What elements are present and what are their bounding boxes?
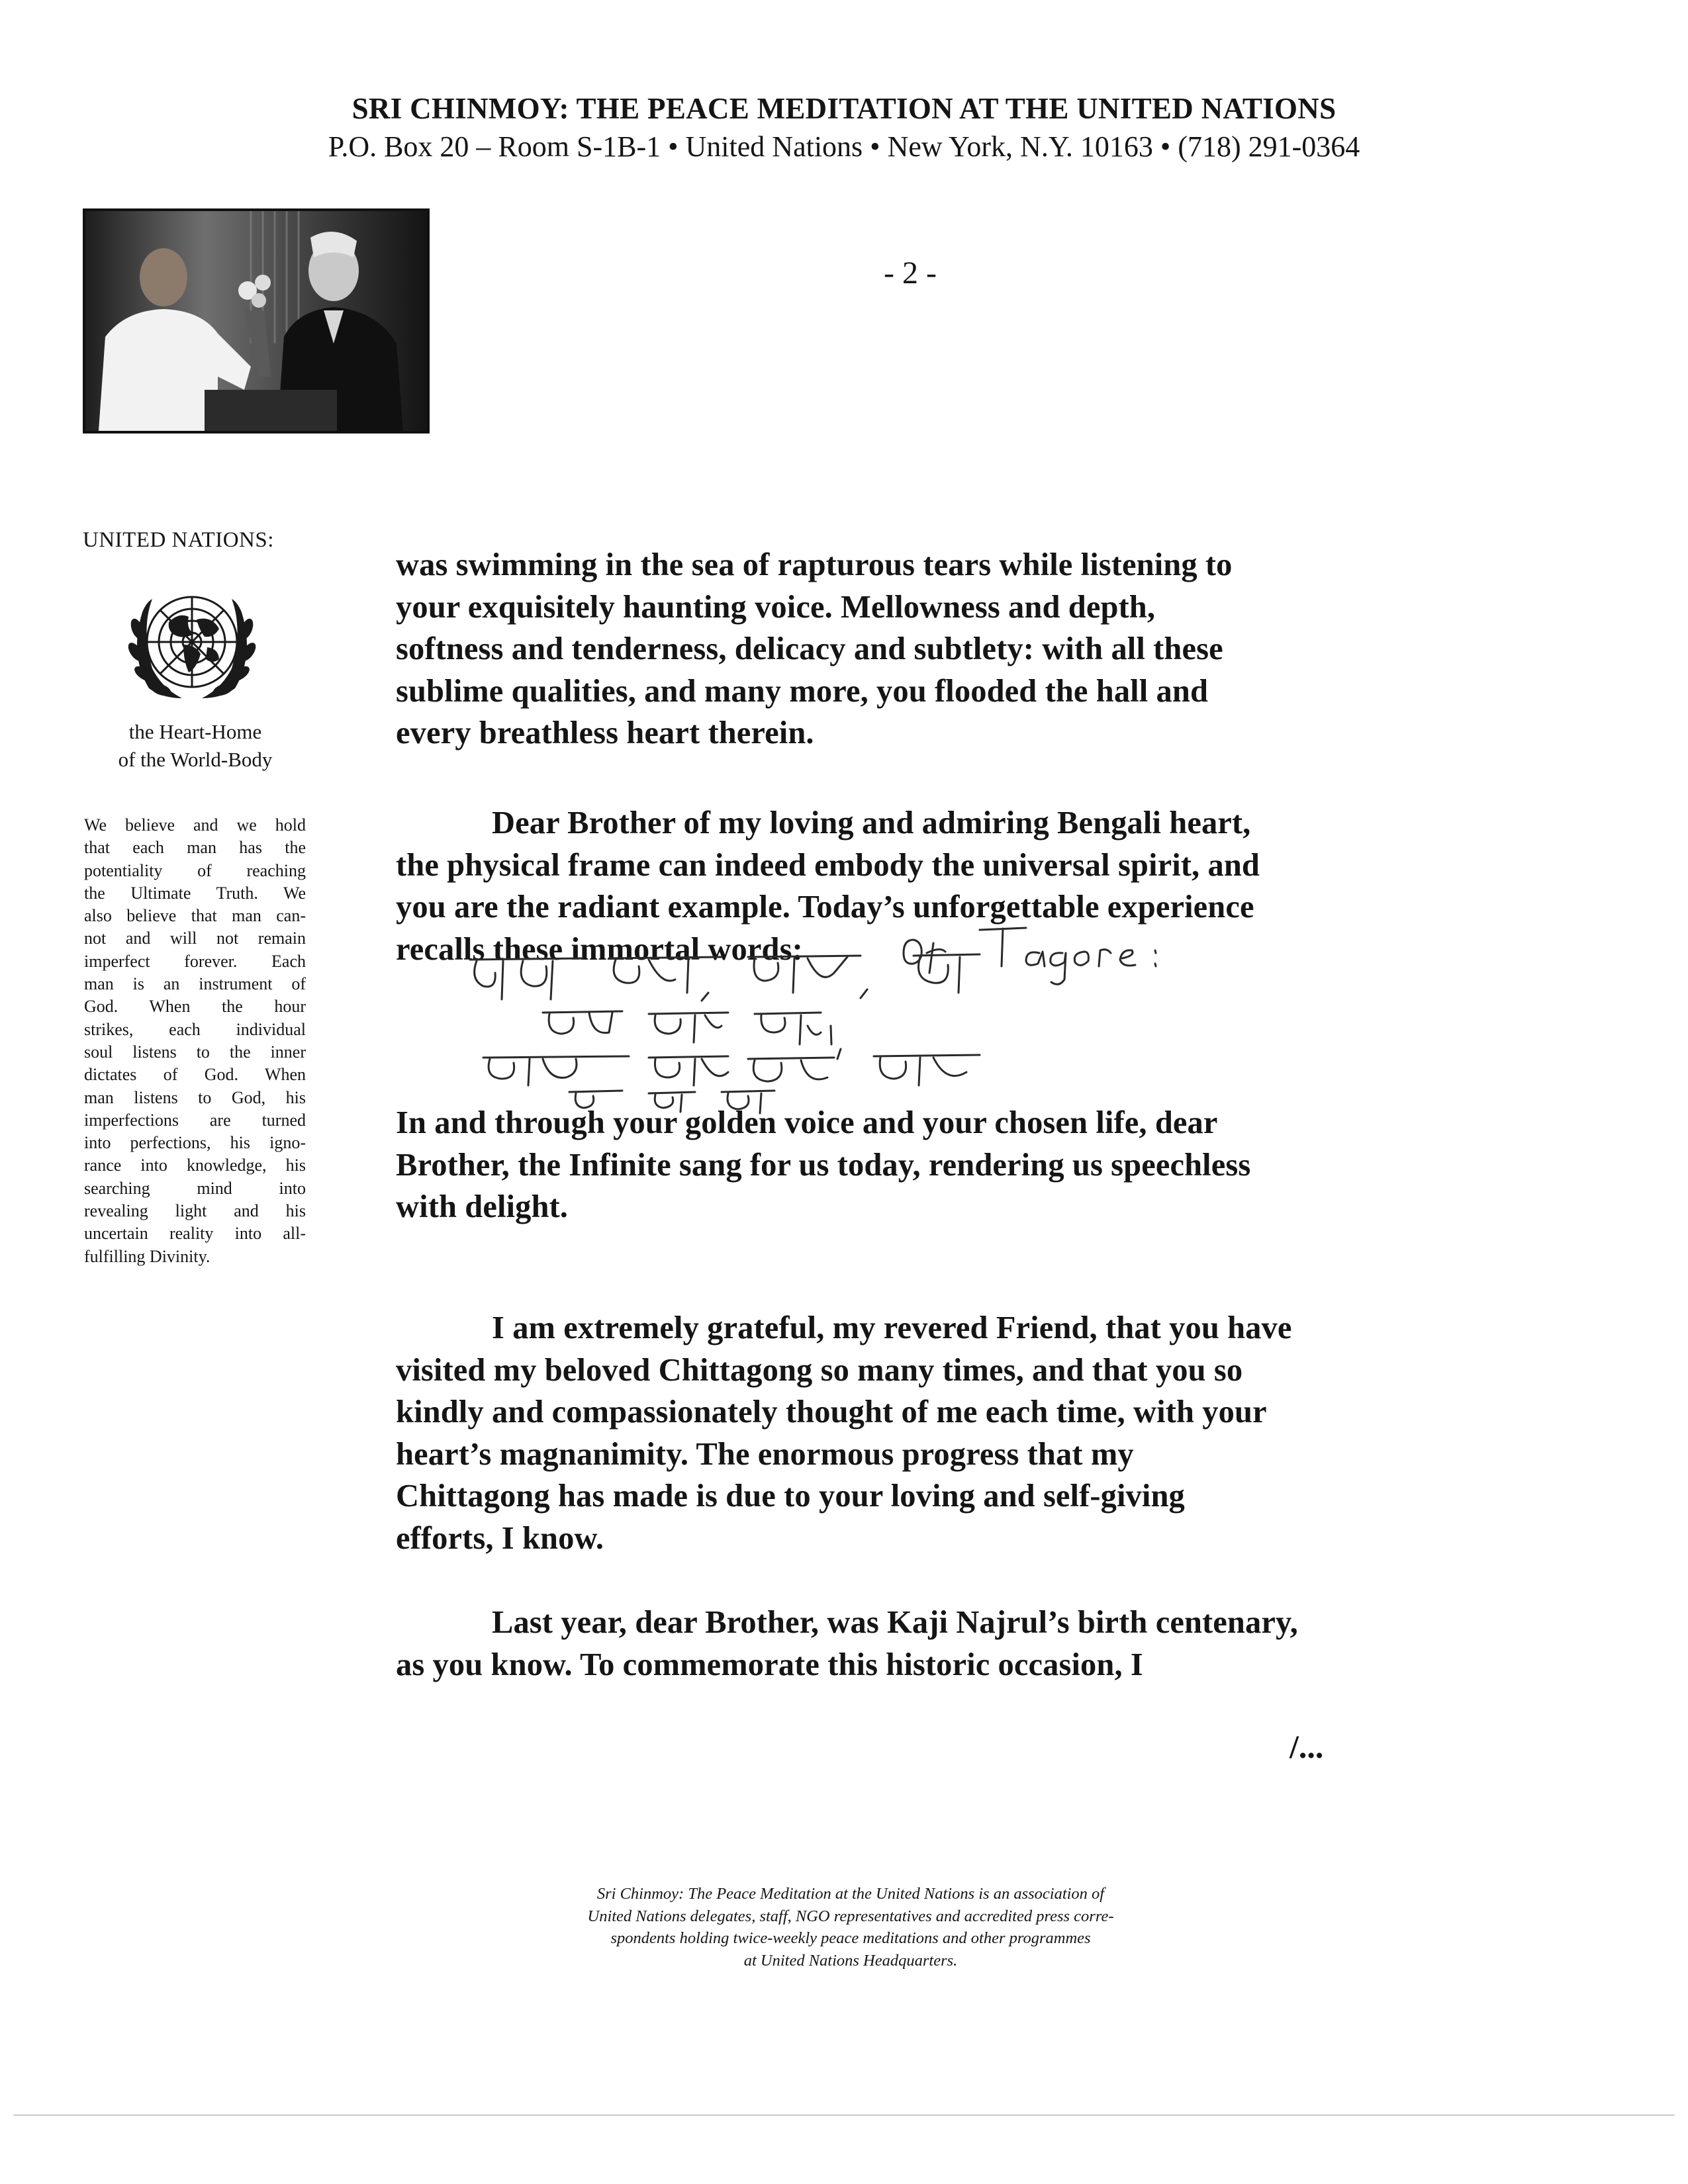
footer-line: United Nations delegates, staff, NGO representatives and accredited press corre-: [587, 1907, 1114, 1925]
letterhead-title: SRI CHINMOY: THE PEACE MEDITATION AT THE UNITED NATIONS: [352, 92, 1336, 125]
body-line: Brother, the Infinite sang for us today, rendering us speechless: [396, 1147, 1251, 1183]
body-line: recalls these immortal words:: [396, 931, 803, 967]
footer-line: at United Nations Headquarters.: [743, 1951, 958, 1970]
body-line: I am extremely grateful, my revered Friend, that you have: [492, 1310, 1292, 1345]
continue-mark: /...: [1289, 1728, 1324, 1765]
creed-line: strikes, each individual: [84, 1019, 306, 1039]
body-line: Last year, dear Brother, was Kaji Najrul’s birth centenary,: [492, 1605, 1298, 1640]
creed-line: the Ultimate Truth. We: [84, 883, 306, 903]
creed-line: man is an instrument of: [84, 974, 306, 994]
bottom-rule: [13, 2115, 1675, 2116]
body-paragraph-5: [396, 1602, 1448, 1686]
creed-line: fulfilling Divinity.: [84, 1246, 211, 1266]
un-emblem-icon: [122, 576, 261, 715]
creed-line: dictates of God. When: [84, 1065, 306, 1085]
body-line: heart’s magnanimity. The enormous progress that my: [396, 1436, 1134, 1472]
creed-line: imperfect forever. Each: [84, 951, 306, 971]
body-line: softness and tenderness, delicacy and subtlety: with all these: [396, 631, 1223, 666]
creed-line: also believe that man can-: [84, 906, 306, 926]
letterhead-address: P.O. Box 20 – Room S-1B-1 • United Nations • New York, N.Y. 10163 • (718) 291-0364: [328, 130, 1360, 163]
body-line: kindly and compassionately thought of me each time, with your: [396, 1394, 1267, 1430]
creed-line: We believe and we hold: [84, 815, 306, 835]
creed-line: not and will not remain: [84, 929, 306, 948]
sidebar-creed: [84, 814, 306, 1268]
creed-line: man listens to God, his: [84, 1087, 306, 1107]
body-line: Dear Brother of my loving and admiring Bengali heart,: [492, 805, 1251, 841]
motto-line: the Heart-Home: [128, 720, 262, 743]
body-line: sublime qualities, and many more, you flooded the hall and: [396, 673, 1209, 709]
body-paragraph-1: [396, 544, 1448, 754]
body-line: with delight.: [396, 1189, 568, 1224]
body-line: every breathless heart therein.: [396, 715, 814, 751]
footer-line: spondents holding twice-weekly peace meditations and other programmes: [610, 1929, 1091, 1947]
letterhead-photo: [83, 208, 430, 433]
body-line: visited my beloved Chittagong so many times, and that you so: [396, 1352, 1243, 1388]
creed-line: soul listens to the inner: [84, 1042, 306, 1062]
body-line: Chittagong has made is due to your loving and self-giving: [396, 1479, 1185, 1514]
sidebar-motto: [86, 718, 305, 774]
creed-line: uncertain reality into all-: [84, 1224, 306, 1244]
motto-line: of the World-Body: [118, 748, 273, 771]
creed-line: into perfections, his igno-: [84, 1133, 306, 1153]
body-line: you are the radiant example. Today’s unforgettable experience: [396, 889, 1254, 925]
creed-line: potentiality of reaching: [84, 860, 306, 880]
creed-line: imperfections are turned: [84, 1110, 306, 1130]
sidebar-heading: UNITED NATIONS:: [83, 528, 274, 552]
body-line: efforts, I know.: [396, 1520, 604, 1556]
footer-line: Sri Chinmoy: The Peace Meditation at the United Nations is an association of: [596, 1885, 1105, 1903]
creed-line: revealing light and his: [84, 1201, 306, 1221]
creed-line: that each man has the: [84, 838, 306, 858]
body-line: as you know. To commemorate this historic occasion, I: [396, 1647, 1143, 1682]
body-paragraph-4: [396, 1307, 1448, 1559]
body-line: the physical frame can indeed embody the universal spirit, and: [396, 847, 1260, 883]
page-number: - 2 -: [884, 255, 937, 291]
creed-line: rance into knowledge, his: [84, 1156, 306, 1175]
creed-line: searching mind into: [84, 1178, 306, 1198]
body-paragraph-3: [396, 1102, 1448, 1228]
body-line: your exquisitely haunting voice. Mellowness and depth,: [396, 589, 1156, 625]
creed-line: God. When the hour: [84, 997, 306, 1017]
body-line: In and through your golden voice and your chosen life, dear: [396, 1105, 1218, 1140]
photo-image: [85, 211, 427, 431]
body-line: was swimming in the sea of rapturous tears while listening to: [396, 547, 1233, 582]
footer-note: [503, 1883, 1198, 1972]
handwritten-annotation-text: of Tagore :: [914, 966, 917, 967]
